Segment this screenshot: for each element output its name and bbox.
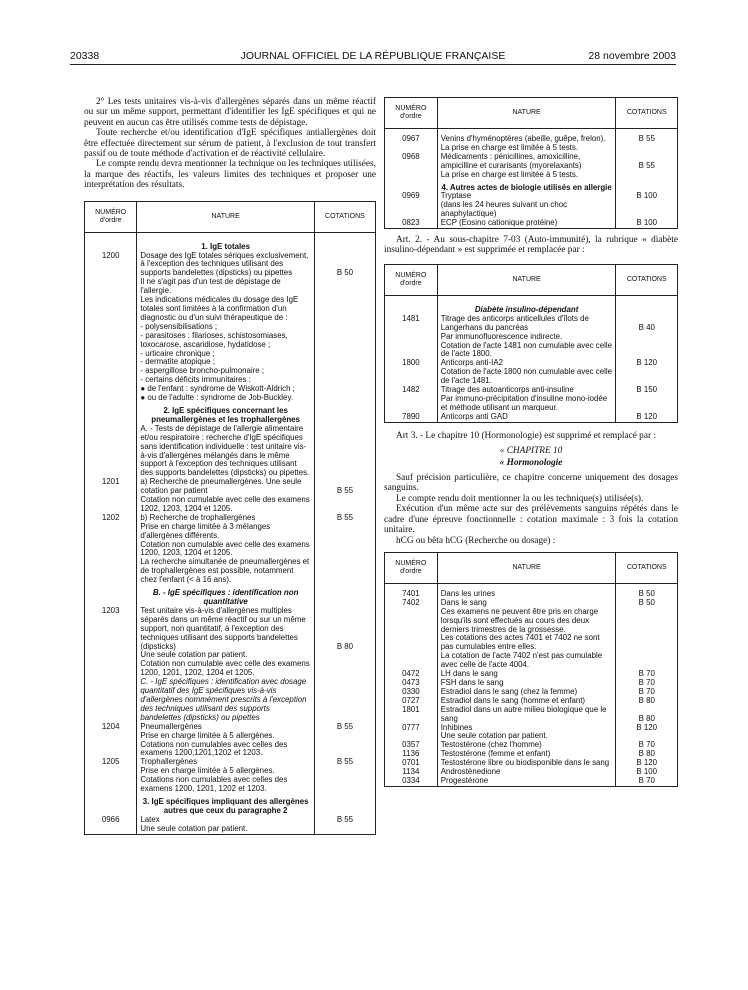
chapter-heading: « CHAPITRE 10 <box>499 446 563 457</box>
nature-cell: Les cotations des actes 7401 et 7402 ne sont pas cumulables entre elles. <box>437 634 616 652</box>
nature-cell: Androstènedione <box>437 768 616 777</box>
code-cell: 0330 <box>385 688 438 697</box>
table-row <box>85 776 376 794</box>
paragraph: hCG ou bêta hCG (Recherche ou dosage) : <box>396 535 556 546</box>
code-cell <box>85 332 137 350</box>
nature-cell: 1. IgE totales <box>137 239 315 252</box>
cotation-cell: B 50 <box>616 599 678 608</box>
cotation-cell: B 80 <box>616 750 678 759</box>
nature-cell: Testostérone (chez l'homme) <box>437 741 616 750</box>
table-row <box>385 652 678 670</box>
nature-cell: La cotation de l'acte 7402 n'est pas cumulable avec celle de l'acte 4004. <box>437 652 616 670</box>
cotation-cell: B 120 <box>616 724 678 733</box>
nature-cell: Anticorps anti GAD <box>437 413 616 422</box>
code-cell: 0969 <box>385 192 438 201</box>
header-cotations: COTATIONS <box>314 201 375 232</box>
cotation-cell <box>314 767 375 776</box>
paragraph: Le compte rendu devra mentionner la technique ou les techniques utilisées, la marque des réactifs, les valeurs limites des techniques et proposer une interprétation des résultats. <box>84 159 376 191</box>
nature-cell: Cotations non cumulables avec celles des examens 1200,1201,1202 et 1203. <box>137 741 315 759</box>
nature-cell: Estradiol dans le sang (chez la femme) <box>437 688 616 697</box>
code-cell: 0701 <box>385 759 438 768</box>
cotation-cell: B 80 <box>616 697 678 706</box>
code-cell <box>385 395 438 413</box>
allergy-table-continued <box>384 97 678 229</box>
cotation-cell: B 55 <box>314 514 375 523</box>
code-cell: 1801 <box>385 706 438 724</box>
table-row <box>385 153 678 171</box>
cotation-cell <box>616 171 678 180</box>
code-cell: 1134 <box>385 768 438 777</box>
cotation-cell <box>314 585 375 607</box>
header-nature: NATURE <box>137 201 315 232</box>
table-row <box>385 302 678 315</box>
code-cell <box>85 376 137 385</box>
cotation-cell: B 100 <box>616 192 678 201</box>
table-row <box>385 342 678 360</box>
nature-cell: Titrage des anticorps anticellules d'îlots de Langerhans du pancréas <box>437 315 616 333</box>
table-row <box>385 759 678 768</box>
cotation-cell: B 55 <box>616 135 678 144</box>
page-header <box>70 50 676 64</box>
page-number: 20338 <box>70 50 100 62</box>
paragraph: Art 3. - Le chapitre 10 (Hormonologie) est supprimé et remplacé par : <box>396 430 656 441</box>
nomenclature-table <box>84 201 376 835</box>
code-cell: 1200 <box>85 252 137 279</box>
nature-cell: Une seule cotation par patient. <box>137 825 315 834</box>
cotation-cell: B 100 <box>616 768 678 777</box>
code-cell <box>85 660 137 678</box>
nomenclature-table <box>384 552 678 787</box>
nature-cell: Il ne s'agit pas d'un test de dépistage de l'allergie. <box>137 278 315 296</box>
nature-cell: B. - IgE spécifiques : identification non quantitative <box>137 585 315 607</box>
table-row <box>85 350 376 359</box>
code-cell <box>85 385 137 394</box>
code-cell <box>85 767 137 776</box>
diabetes-table <box>384 264 678 423</box>
code-cell: 1481 <box>385 315 438 333</box>
table-row <box>85 523 376 541</box>
nature-cell: Titrage des autoanticorps anti-insuline <box>437 386 616 395</box>
code-cell: 0473 <box>385 679 438 688</box>
paragraph: Art. 2. - Au sous-chapitre 7-03 (Auto-immunité), la rubrique « diabète insulino-dépendant » est supprimée et remplacée par : <box>384 235 678 256</box>
code-cell <box>85 278 137 296</box>
code-cell <box>85 496 137 514</box>
cotation-cell <box>314 385 375 394</box>
nature-cell: Dans le sang <box>437 599 616 608</box>
nature-cell: Une seule cotation par patient. <box>437 732 616 741</box>
cotation-cell <box>314 523 375 541</box>
nature-cell: - polysensibilisations ; <box>137 323 315 332</box>
nature-cell: Prise en charge limitée à 3 mélanges d'allergènes différents. <box>137 523 315 541</box>
nature-cell: ● de l'enfant : syndrome de Wiskott-Aldrich ; <box>137 385 315 394</box>
nature-cell: C. - IgE spécifiques : identification avec dosage quantitatif des IgE spécifiques vis-à-vis d'allergènes nommément prescrits à l'exception des techniques utilisant des supports bandelettes (dipsticks) ou pipettes <box>137 678 315 723</box>
nature-cell: Testostérone libre ou biodisponible dans le sang <box>437 759 616 768</box>
paragraph: Le compte rendu doit mentionner la ou les technique(s) utilisée(s). <box>396 493 644 504</box>
code-cell <box>85 776 137 794</box>
left-column <box>84 97 376 835</box>
code-cell <box>385 634 438 652</box>
code-cell: 1800 <box>385 359 438 368</box>
table-row <box>85 332 376 350</box>
code-cell: 1202 <box>85 514 137 523</box>
cotation-cell: B 80 <box>616 706 678 724</box>
cotation-cell: B 120 <box>616 359 678 368</box>
cotation-cell <box>314 732 375 741</box>
header-nature: NATURE <box>437 264 616 295</box>
nature-cell: LH dans le sang <box>437 670 616 679</box>
right-column <box>384 97 678 787</box>
code-cell <box>85 425 137 478</box>
cotation-cell <box>616 342 678 360</box>
nature-cell: La recherche simultanée de pneumallergènes et de trophallergènes est possible, notamment chez l'enfant (< à 16 ans). <box>137 558 315 585</box>
cotation-cell <box>314 367 375 376</box>
nature-cell: Ces examens ne peuvent être pris en charge lorsqu'ils sont effectués au cours des deux derniers trimestres de la grossesse. <box>437 608 616 635</box>
nature-cell: Les indications médicales du dosage des IgE totales sont limitées à la confirmation d'un diagnostic ou d'un suivi thérapeutique de : <box>137 296 315 323</box>
code-cell: 1482 <box>385 386 438 395</box>
cotation-cell <box>616 395 678 413</box>
cotation-cell <box>314 239 375 252</box>
cotation-cell: B 55 <box>314 478 375 496</box>
cotation-cell <box>616 634 678 652</box>
left-intro <box>84 97 376 191</box>
nature-cell: - aspergillose broncho-pulmonaire ; <box>137 367 315 376</box>
nature-cell: Cotation de l'acte 1481 non cumulable avec celle de l'acte 1800. <box>437 342 616 360</box>
code-cell: 0968 <box>385 153 438 171</box>
nature-cell: - dermatite atopique ; <box>137 358 315 367</box>
table-row <box>385 180 678 193</box>
chapter-intro <box>384 473 678 546</box>
table-row <box>85 825 376 834</box>
table-row <box>85 394 376 403</box>
header-cotations: COTATIONS <box>616 98 678 129</box>
nature-cell: Prise en charge limitée à 5 allergènes. <box>137 767 315 776</box>
table-row <box>385 706 678 724</box>
cotation-cell: B 70 <box>616 679 678 688</box>
allergy-table <box>84 201 376 835</box>
code-cell <box>385 171 438 180</box>
table-row <box>385 768 678 777</box>
cotation-cell: B 55 <box>616 153 678 171</box>
cotation-cell: B 55 <box>314 723 375 732</box>
nature-cell: ● ou de l'adulte : syndrome de Job-Buckley. <box>137 394 315 403</box>
cotation-cell <box>314 660 375 678</box>
nomenclature-table <box>384 97 678 229</box>
nature-cell: Par immuno-précipitation d'insuline mono-iodée et méthode utilisant un marqueur. <box>437 395 616 413</box>
cotation-cell <box>314 825 375 834</box>
code-cell <box>85 678 137 723</box>
cotation-cell <box>314 332 375 350</box>
cotation-cell <box>314 376 375 385</box>
article-3 <box>384 431 678 441</box>
table-row <box>385 590 678 599</box>
code-cell <box>385 652 438 670</box>
table-row <box>385 219 678 228</box>
cotation-cell: B 70 <box>616 670 678 679</box>
table-row <box>385 777 678 786</box>
cotation-cell: B 40 <box>616 315 678 333</box>
nature-cell: A. - Tests de dépistage de l'allergie alimentaire et/ou respiratoire : recherche d'IgE spécifiques sans identification individuelle : test unitaire vis-à-vis d'allergènes mélangés dans le même support à l'exception des techniques utilisant des supports bandelettes (dipsticks) ou pipettes. <box>137 425 315 478</box>
header-rule <box>70 64 676 65</box>
nature-cell: Latex <box>137 816 315 825</box>
cotation-cell: B 80 <box>314 607 375 652</box>
nature-cell: Venins d'hyménoptères (abeille, guêpe, frelon). <box>437 135 616 144</box>
code-cell <box>85 741 137 759</box>
nature-cell: Estradiol dans un autre milieu biologique que le sang <box>437 706 616 724</box>
table-row <box>85 496 376 514</box>
header-nature: NATURE <box>437 98 616 129</box>
nature-cell: La prise en charge est limitée à 5 tests. <box>437 171 616 180</box>
code-cell <box>85 358 137 367</box>
cotation-cell <box>314 541 375 559</box>
nature-cell: Anticorps anti-IA2 <box>437 359 616 368</box>
header-numero: NUMÉRO d'ordre <box>385 264 438 295</box>
cotation-cell <box>314 425 375 478</box>
nature-cell: Cotation non cumulable avec celle des examens 1200, 1201, 1202, 1204 et 1205. <box>137 660 315 678</box>
table-row <box>85 794 376 816</box>
code-cell <box>385 608 438 635</box>
table-row <box>385 171 678 180</box>
table-row <box>85 678 376 723</box>
paragraph: Toute recherche et/ou identification d'IgE spécifiques antiallergènes doit être effectuée directement sur sérum de patient, à l'exclusion de tout transfert passif ou de toute méthode d'activation et de réactivité cellulaire. <box>84 128 376 160</box>
table-row <box>85 252 376 279</box>
nature-cell: La prise en charge est limitée à 5 tests. <box>437 144 616 153</box>
code-cell: 1201 <box>85 478 137 496</box>
header-cotations: COTATIONS <box>616 552 678 583</box>
header-nature: NATURE <box>437 552 616 583</box>
nature-cell: Médicaments : pénicillines, amoxicilline, ampicilline et curarisants (myorelaxants) <box>437 153 616 171</box>
cotation-cell <box>616 302 678 315</box>
cotation-cell <box>314 403 375 425</box>
header-cotations: COTATIONS <box>616 264 678 295</box>
cotation-cell <box>314 651 375 660</box>
nature-cell: Progestérone <box>437 777 616 786</box>
cotation-cell <box>314 558 375 585</box>
cotation-cell: B 120 <box>616 759 678 768</box>
cotation-cell: B 150 <box>616 386 678 395</box>
nature-cell: 4. Autres actes de biologie utilisés en allergie <box>437 180 616 193</box>
table-row <box>85 541 376 559</box>
code-cell <box>85 732 137 741</box>
table-row <box>85 478 376 496</box>
table-row <box>85 403 376 425</box>
code-cell <box>85 296 137 323</box>
code-cell <box>385 333 438 342</box>
nomenclature-table <box>384 264 678 423</box>
code-cell <box>85 323 137 332</box>
nature-cell: ECP (Eosino cationique protéine) <box>437 219 616 228</box>
nature-cell: Testostérone (femme et enfant) <box>437 750 616 759</box>
code-cell: 1203 <box>85 607 137 652</box>
nature-cell: Prise en charge limitée à 5 allergènes. <box>137 732 315 741</box>
nature-cell: Cotation de l'acte 1800 non cumulable avec celle de l'acte 1481. <box>437 368 616 386</box>
code-cell: 0777 <box>385 724 438 733</box>
table-row <box>385 395 678 413</box>
code-cell <box>85 558 137 585</box>
nature-cell: Par immunofluorescence indirecte. <box>437 333 616 342</box>
cotation-cell <box>616 652 678 670</box>
cotation-cell: B 70 <box>616 741 678 750</box>
nature-cell: - urticaire chronique ; <box>137 350 315 359</box>
paragraph: 2° Les tests unitaires vis-à-vis d'allergènes séparés dans un même réactif ou sur un même support, permettant d'identifier les IgE spécifiques et qui ne peuvent en aucun cas être utilisés comme tests de dépistage. <box>84 97 376 128</box>
chapter-title: « Hormonologie <box>499 458 563 469</box>
nature-cell: Dans les urines <box>437 590 616 599</box>
cotation-cell <box>314 741 375 759</box>
table-row <box>385 413 678 422</box>
code-cell: 0357 <box>385 741 438 750</box>
nature-cell: 3. IgE spécifiques impliquant des allergènes autres que ceux du paragraphe 2 <box>137 794 315 816</box>
cotation-cell <box>314 394 375 403</box>
cotation-cell: B 70 <box>616 777 678 786</box>
cotation-cell: B 55 <box>314 758 375 767</box>
cotation-cell <box>616 201 678 219</box>
cotation-cell: B 50 <box>616 590 678 599</box>
nature-cell: - parasitoses : filarioses, schistosomiases, toxocarose, ascaridiose, hydatidose ; <box>137 332 315 350</box>
code-cell: 0966 <box>85 816 137 825</box>
code-cell <box>85 585 137 607</box>
paragraph: Exécution d'un même acte sur des prélèvements sanguins répétés dans le cadre d'une épreuve fonctionnelle : cotation maximale : 3 fois la cotation unitaire. <box>384 504 678 536</box>
nature-cell: Pneumallergènes <box>137 723 315 732</box>
code-cell: 1205 <box>85 758 137 767</box>
nature-cell: (dans les 24 heures suivant un choc anaphylactique) <box>437 201 616 219</box>
nature-cell: Dosage des IgE totales sériques exclusivement, à l'exception des techniques utilisant des supports bandelettes (dipsticks) ou pipettes <box>137 252 315 279</box>
table-row <box>385 634 678 652</box>
issue-date: 28 novembre 2003 <box>588 50 676 62</box>
code-cell <box>85 541 137 559</box>
code-cell <box>85 403 137 425</box>
nature-cell: Tryptase <box>437 192 616 201</box>
code-cell <box>385 201 438 219</box>
code-cell: 0472 <box>385 670 438 679</box>
code-cell <box>85 794 137 816</box>
code-cell: 0727 <box>385 697 438 706</box>
article-2 <box>384 235 678 256</box>
cotation-cell <box>314 350 375 359</box>
nature-cell: Cotation non cumulable avec celle des examens 1202, 1203, 1204 et 1205. <box>137 496 315 514</box>
table-row <box>385 201 678 219</box>
table-row <box>85 585 376 607</box>
cotation-cell <box>314 358 375 367</box>
code-cell: 7402 <box>385 599 438 608</box>
table-row <box>85 607 376 652</box>
code-cell <box>85 367 137 376</box>
code-cell: 0823 <box>385 219 438 228</box>
table-row <box>85 558 376 585</box>
nature-cell: Estradiol dans le sang (homme et enfant) <box>437 697 616 706</box>
nature-cell: - certains déficits immunitaires : <box>137 376 315 385</box>
nature-cell: Une seule cotation par patient. <box>137 651 315 660</box>
nature-cell: 2. IgE spécifiques concernant les pneumallergènes et les trophallergènes <box>137 403 315 425</box>
code-cell: 0334 <box>385 777 438 786</box>
cotation-cell <box>314 278 375 296</box>
cotation-cell: B 120 <box>616 413 678 422</box>
table-row <box>85 741 376 759</box>
cotation-cell <box>616 608 678 635</box>
cotation-cell <box>616 144 678 153</box>
cotation-cell <box>314 296 375 323</box>
table-row <box>385 670 678 679</box>
cotation-cell <box>314 678 375 723</box>
journal-title: JOURNAL OFFICIEL DE LA RÉPUBLIQUE FRANÇAISE <box>240 50 506 62</box>
code-cell <box>85 350 137 359</box>
nature-cell: Cotations non cumulables avec celles des examens 1200, 1201, 1202 et 1203. <box>137 776 315 794</box>
code-cell <box>385 368 438 386</box>
nature-cell: Cotation non cumulable avec celle des examens 1200, 1203, 1204 et 1205. <box>137 541 315 559</box>
nature-cell: Trophallergènes <box>137 758 315 767</box>
code-cell <box>85 825 137 834</box>
cotation-cell <box>616 333 678 342</box>
code-cell: 1136 <box>385 750 438 759</box>
code-cell <box>85 394 137 403</box>
table-row <box>85 425 376 478</box>
cotation-cell: B 100 <box>616 219 678 228</box>
code-cell: 1204 <box>85 723 137 732</box>
nature-cell: Test unitaire vis-à-vis d'allergènes multiples séparés dans un même réactif ou sur un même support, non quantitatif, à l'exception des techniques utilisant des supports bandelettes (dipsticks) <box>137 607 315 652</box>
cotation-cell <box>314 496 375 514</box>
code-cell: 0967 <box>385 135 438 144</box>
code-cell: 7401 <box>385 590 438 599</box>
cotation-cell <box>314 776 375 794</box>
table-row <box>385 315 678 333</box>
table-row <box>85 660 376 678</box>
table-row <box>385 608 678 635</box>
table-row <box>85 239 376 252</box>
paragraph: Sauf précision particulière, ce chapitre concerne uniquement des dosages sanguins. <box>384 473 678 494</box>
table-row <box>85 278 376 296</box>
cotation-cell <box>616 368 678 386</box>
nature-cell: Inhibines <box>437 724 616 733</box>
header-numero: NUMÉRO d'ordre <box>85 201 137 232</box>
nature-cell: a) Recherche de pneumallergènes. Une seule cotation par patient <box>137 478 315 496</box>
table-row <box>85 296 376 323</box>
cotation-cell <box>314 323 375 332</box>
nature-cell: FSH dans le sang <box>437 679 616 688</box>
cotation-cell: B 55 <box>314 816 375 825</box>
header-numero: NUMÉRO d'ordre <box>385 552 438 583</box>
code-cell <box>85 651 137 660</box>
table-row <box>385 368 678 386</box>
code-cell <box>385 342 438 360</box>
nature-cell: b) Recherche de trophallergènes <box>137 514 315 523</box>
code-cell: 7890 <box>385 413 438 422</box>
header-numero: NUMÉRO d'ordre <box>385 98 438 129</box>
code-cell <box>85 523 137 541</box>
code-cell <box>85 239 137 252</box>
nature-cell: Diabète insulino-dépendant <box>437 302 616 315</box>
cotation-cell: B 70 <box>616 688 678 697</box>
code-cell <box>385 302 438 315</box>
hormonology-table <box>384 552 678 787</box>
cotation-cell <box>314 794 375 816</box>
cotation-cell: B 50 <box>314 252 375 279</box>
